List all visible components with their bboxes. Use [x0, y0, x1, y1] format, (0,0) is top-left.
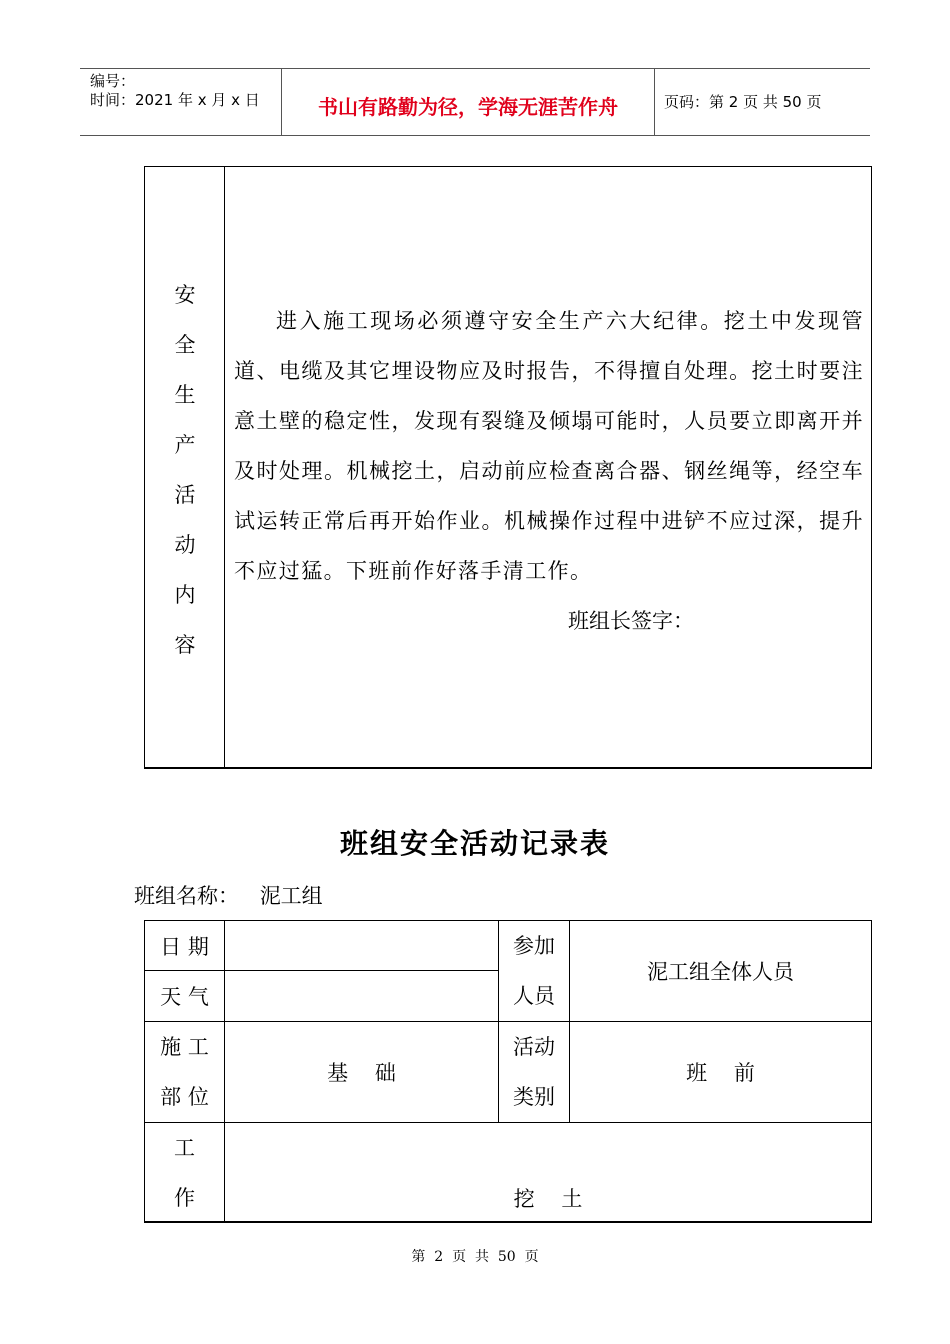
site-label-line: 施 工 — [160, 1035, 209, 1059]
category-label-line: 类别 — [513, 1085, 555, 1109]
label-char: 内 — [174, 583, 196, 607]
activity-content-label — [146, 270, 224, 670]
document-number-label: 编号： — [90, 72, 136, 90]
work-label-line: 作 — [174, 1186, 195, 1210]
participants-label-line: 人员 — [513, 984, 555, 1008]
label-char: 动 — [174, 533, 196, 557]
document-time-label: 时间：2021 年 x 月 x 日 — [90, 91, 260, 109]
group-name-label: 班组名称： — [134, 884, 239, 908]
construction-site-value: 基 础 — [327, 1061, 396, 1085]
team-leader-signature-label: 班组长签字： — [568, 609, 694, 633]
activity-content-text — [234, 296, 864, 596]
label-char: 活 — [174, 483, 196, 507]
table-rule — [224, 166, 225, 768]
construction-site-label — [145, 1022, 224, 1122]
date-field[interactable] — [225, 921, 498, 970]
header-motto: 书山有路勤为径，学海无涯苦作舟 — [318, 95, 618, 119]
table-rule — [144, 767, 872, 769]
table-rule — [871, 166, 872, 768]
label-char: 全 — [174, 333, 196, 357]
header-page-info: 页码：第 2 页 共 50 页 — [664, 93, 822, 111]
header-bottom-rule — [80, 135, 870, 136]
participants-label — [499, 921, 569, 1021]
form-title: 班组安全活动记录表 — [339, 827, 610, 860]
header-divider — [654, 68, 655, 136]
label-char: 产 — [174, 433, 196, 457]
work-label — [145, 1125, 224, 1221]
activity-category-value: 班 前 — [686, 1061, 755, 1085]
table-rule — [144, 166, 872, 167]
activity-paragraph: 进入施工现场必须遵守安全生产六大纪律。挖土中发现管道、电缆及其它埋设物应及时报告，不得擅自处理。挖土时要注意土壁的稳定性，发现有裂缝及倾塌可能时，人员要立即离开并及时处理。机械挖土，启动前应检查离合器、钢丝绳等，经空车试运转正常后再开始作业。机械操作过程中进铲不应过深，提升不应过猛。下班前作好落手清工作。 — [234, 309, 864, 583]
label-char: 容 — [174, 633, 196, 657]
date-label: 日 期 — [160, 934, 209, 959]
table-rule — [144, 1122, 872, 1123]
table-rule — [144, 1221, 872, 1223]
activity-category-label — [499, 1022, 569, 1122]
group-name-value: 泥工组 — [259, 884, 323, 908]
label-char: 安 — [174, 283, 196, 307]
weather-field[interactable] — [225, 971, 498, 1021]
work-value: 挖 土 — [513, 1187, 583, 1211]
category-label-line: 活动 — [513, 1035, 555, 1059]
header-top-rule — [80, 68, 870, 69]
table-rule — [144, 166, 145, 768]
site-label-line: 部 位 — [160, 1085, 209, 1109]
work-label-line: 工 — [174, 1136, 195, 1160]
label-char: 生 — [174, 383, 196, 407]
group-name-row — [134, 880, 323, 910]
weather-label: 天 气 — [160, 985, 209, 1009]
table-rule — [871, 920, 872, 1222]
page-footer: 第 2 页 共 50 页 — [411, 1249, 539, 1265]
participants-label-line: 参加 — [513, 934, 555, 958]
participants-value: 泥工组全体人员 — [647, 960, 794, 984]
